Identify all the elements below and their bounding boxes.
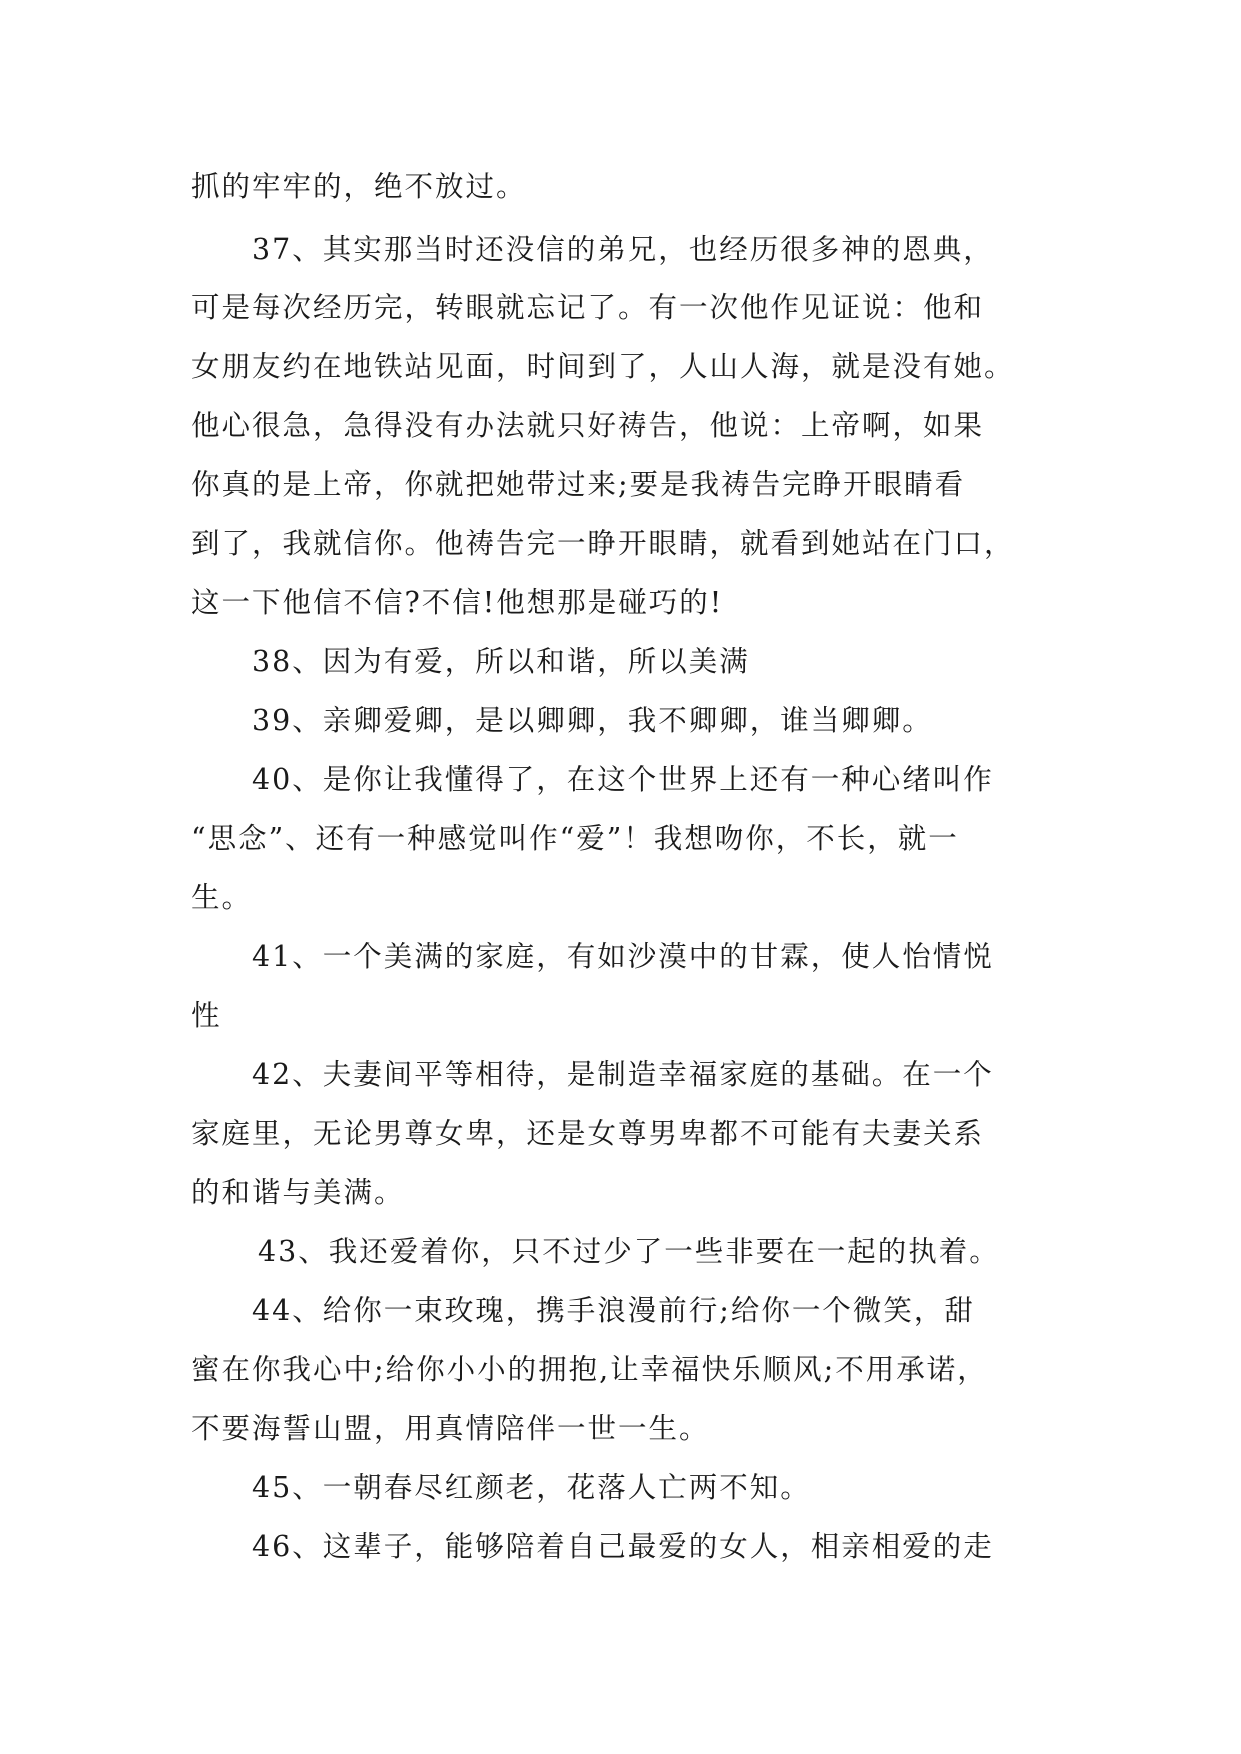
text-line: 46、这辈子，能够陪着自己最爱的女人，相亲相爱的走 xyxy=(252,1530,994,1563)
text-line: 你真的是上帝，你就把她带过来;要是我祷告完睁开眼睛看 xyxy=(191,468,966,501)
text-line: 的和谐与美满。 xyxy=(191,1176,405,1209)
text-line: 到了，我就信你。他祷告完一睁开眼睛，就看到她站在门口， xyxy=(191,527,1015,560)
text-line: 抓的牢牢的，绝不放过。 xyxy=(191,170,527,203)
text-line: “思念”、还有一种感觉叫作“爱”！我想吻你，不长，就一 xyxy=(191,822,959,855)
text-line: 生。 xyxy=(191,881,253,914)
text-line: 这一下他信不信?不信!他想那是碰巧的! xyxy=(191,586,724,619)
text-line: 38、因为有爱，所以和谐，所以美满 xyxy=(252,645,750,678)
text-line: 43、我还爱着你，只不过少了一些非要在一起的执着。 xyxy=(258,1235,1000,1268)
text-line: 不要海誓山盟，用真情陪伴一世一生。 xyxy=(191,1412,710,1445)
text-line: 44、给你一束玫瑰，携手浪漫前行;给你一个微笑，甜 xyxy=(252,1294,975,1327)
text-line: 可是每次经历完，转眼就忘记了。有一次他作见证说：他和 xyxy=(191,291,985,324)
text-line: 性 xyxy=(191,999,222,1032)
text-line: 40、是你让我懂得了，在这个世界上还有一种心绪叫作 xyxy=(252,763,994,796)
text-line: 41、一个美满的家庭，有如沙漠中的甘霖，使人怡情悦 xyxy=(252,940,994,973)
text-line: 蜜在你我心中;给你小小的拥抱,让幸福快乐顺风;不用承诺， xyxy=(191,1353,988,1386)
text-line: 家庭里，无论男尊女卑，还是女尊男卑都不可能有夫妻关系 xyxy=(191,1117,985,1150)
text-line: 42、夫妻间平等相待，是制造幸福家庭的基础。在一个 xyxy=(252,1058,994,1091)
text-line: 他心很急，急得没有办法就只好祷告，他说：上帝啊，如果 xyxy=(191,409,985,442)
text-line: 37、其实那当时还没信的弟兄，也经历很多神的恩典， xyxy=(252,233,994,266)
text-line: 女朋友约在地铁站见面，时间到了，人山人海，就是没有她。 xyxy=(191,350,1015,383)
text-line: 39、亲卿爱卿，是以卿卿，我不卿卿，谁当卿卿。 xyxy=(252,704,933,737)
text-line: 45、一朝春尽红颜老，花落人亡两不知。 xyxy=(252,1471,811,1504)
